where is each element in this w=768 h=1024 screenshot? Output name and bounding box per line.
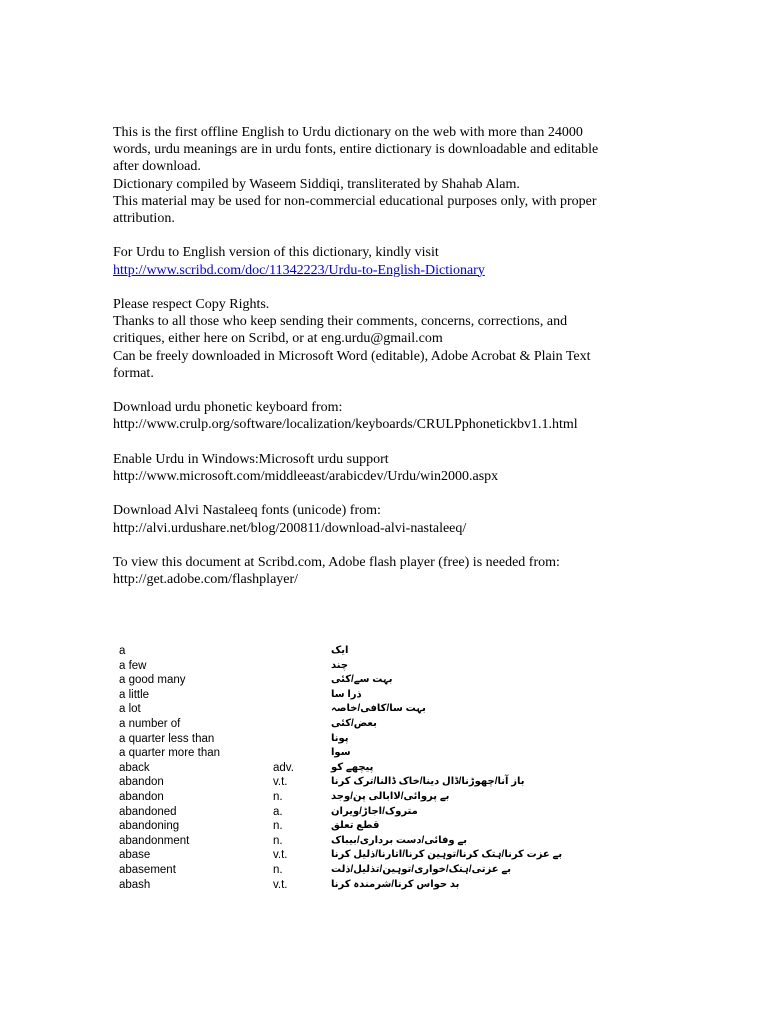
fonts-text: Download Alvi Nastaleeq fonts (unicode) from: bbox=[113, 503, 381, 519]
dictionary-row bbox=[119, 878, 539, 893]
urdu-english-text: For Urdu to English version of this dictionary, kindly visit bbox=[113, 245, 439, 261]
spacer bbox=[113, 382, 653, 399]
entry-part-of-speech: v.t. bbox=[273, 776, 288, 789]
entry-word: a good many bbox=[119, 674, 186, 687]
download-formats-text: Can be freely downloaded in Microsoft Word (editable), Adobe Acrobat & Plain Text bbox=[113, 348, 591, 364]
entry-urdu-meaning: قطع تعلق bbox=[331, 820, 380, 832]
entry-word: a number of bbox=[119, 717, 181, 730]
dictionary-table bbox=[119, 644, 563, 892]
usage-notice: This material may be used for non-commercial educational purposes only, with proper bbox=[113, 193, 597, 209]
spacer bbox=[113, 485, 653, 502]
intro-paragraph-line: after download. bbox=[113, 159, 201, 175]
dictionary-row bbox=[119, 805, 539, 820]
entry-part-of-speech: a. bbox=[273, 805, 283, 818]
download-formats-text: format. bbox=[113, 365, 154, 381]
entry-part-of-speech: n. bbox=[273, 820, 283, 833]
entry-urdu-meaning: بے پروائی/لاابالی پن/وجد bbox=[331, 790, 450, 802]
compiler-credit: Dictionary compiled by Waseem Siddiqi, transliterated by Shahab Alam. bbox=[113, 176, 520, 192]
intro-paragraph-line: This is the first offline English to Urdu dictionary on the web with more than 24000 bbox=[113, 125, 583, 140]
entry-word: abasement bbox=[119, 863, 176, 876]
dictionary-row bbox=[119, 732, 539, 747]
dictionary-row bbox=[119, 834, 539, 849]
dictionary-row bbox=[119, 775, 539, 790]
dictionary-row bbox=[119, 863, 539, 878]
urdu-english-link-line bbox=[113, 262, 653, 279]
flash-text: To view this document at Scribd.com, Adobe flash player (free) is needed from: bbox=[113, 554, 560, 570]
entry-part-of-speech: n. bbox=[273, 790, 283, 803]
entry-word: abandonment bbox=[119, 834, 190, 847]
keyboard-url: http://www.crulp.org/software/localization/keyboards/CRULPphonetickbv1.1.html bbox=[113, 417, 578, 433]
thanks-text: Thanks to all those who keep sending their comments, concerns, corrections, and bbox=[113, 314, 568, 330]
entry-urdu-meaning: بعض/کئی bbox=[331, 717, 377, 729]
enable-urdu-text: Enable Urdu in Windows:Microsoft urdu support bbox=[113, 451, 389, 467]
entry-urdu-meaning: بے عزتی/ہتک/خواری/توہین/تذلیل/ذلت bbox=[331, 863, 511, 875]
keyboard-text: Download urdu phonetic keyboard from: bbox=[113, 400, 343, 416]
entry-word: abandon bbox=[119, 790, 164, 803]
dictionary-row bbox=[119, 746, 539, 761]
entry-word: abash bbox=[119, 878, 151, 891]
entry-urdu-meaning: باز آنا/چھوڑنا/ڈال دینا/خاک ڈالنا/ترک کرنا bbox=[331, 776, 525, 788]
copyright-notice: Please respect Copy Rights. bbox=[113, 297, 270, 312]
dictionary-row bbox=[119, 790, 539, 805]
entry-urdu-meaning: بہت سا/کافی/خاصہ bbox=[331, 703, 426, 715]
entry-urdu-meaning: پیچھے کو bbox=[331, 761, 374, 773]
spacer bbox=[113, 279, 653, 296]
entry-urdu-meaning: پونا bbox=[331, 732, 349, 744]
urdu-english-link[interactable]: http://www.scribd.com/doc/11342223/Urdu-to-English-Dictionary bbox=[113, 262, 485, 278]
spacer bbox=[113, 227, 653, 244]
enable-urdu-url: http://www.microsoft.com/middleeast/arabicdev/Urdu/win2000.aspx bbox=[113, 469, 499, 484]
dictionary-row bbox=[119, 702, 539, 717]
entry-urdu-meaning: ایک bbox=[331, 645, 349, 656]
spacer bbox=[113, 434, 653, 451]
dictionary-row bbox=[119, 819, 539, 834]
entry-urdu-meaning: ذرا سا bbox=[331, 688, 362, 700]
entry-urdu-meaning: چند bbox=[331, 659, 349, 671]
entry-urdu-meaning: بد حواس کرنا/شرمندہ کرنا bbox=[331, 878, 460, 890]
entry-word: a quarter more than bbox=[119, 747, 221, 760]
entry-urdu-meaning: سوا bbox=[331, 747, 351, 759]
entry-part-of-speech: v.t. bbox=[273, 849, 288, 862]
entry-part-of-speech: n. bbox=[273, 863, 283, 876]
entry-word: a bbox=[119, 645, 126, 657]
entry-urdu-meaning: بے عزت کرنا/ہتک کرنا/توہین کرنا/اتارنا/ذلیل کرنا bbox=[331, 849, 563, 861]
entry-urdu-meaning: بہت سے/کئی bbox=[331, 674, 393, 686]
entry-word: aback bbox=[119, 761, 150, 774]
entry-word: a little bbox=[119, 688, 150, 701]
thanks-text: critiques, either here on Scribd, or at eng.urdu@gmail.com bbox=[113, 331, 443, 347]
dictionary-row bbox=[119, 761, 539, 776]
spacer bbox=[113, 537, 653, 554]
flash-url: http://get.adobe.com/flashplayer/ bbox=[113, 572, 299, 588]
dictionary-row bbox=[119, 848, 563, 863]
entry-word: a few bbox=[119, 659, 147, 672]
entry-urdu-meaning: متروک/اجاڑ/ویران bbox=[331, 805, 418, 817]
dictionary-row bbox=[119, 688, 539, 703]
entry-word: abase bbox=[119, 849, 151, 862]
entry-word: a lot bbox=[119, 703, 141, 716]
entry-urdu-meaning: بے وفائی/دست برداری/بیباک bbox=[331, 834, 468, 846]
entry-word: abandoned bbox=[119, 805, 177, 818]
dictionary-row bbox=[119, 673, 539, 688]
entry-word: a quarter less than bbox=[119, 732, 215, 745]
usage-notice: attribution. bbox=[113, 211, 175, 227]
entry-word: abandoning bbox=[119, 820, 180, 833]
intro-paragraph-line: words, urdu meanings are in urdu fonts, entire dictionary is downloadable and editable bbox=[113, 142, 599, 158]
dictionary-row bbox=[119, 659, 539, 674]
dictionary-row bbox=[119, 717, 539, 732]
entry-part-of-speech: adv. bbox=[273, 761, 294, 774]
dictionary-row bbox=[119, 644, 539, 659]
entry-word: abandon bbox=[119, 776, 164, 789]
entry-part-of-speech: n. bbox=[273, 834, 283, 847]
fonts-url: http://alvi.urdushare.net/blog/200811/download-alvi-nastaleeq/ bbox=[113, 520, 467, 536]
entry-part-of-speech: v.t. bbox=[273, 878, 288, 891]
intro-text bbox=[113, 124, 653, 588]
